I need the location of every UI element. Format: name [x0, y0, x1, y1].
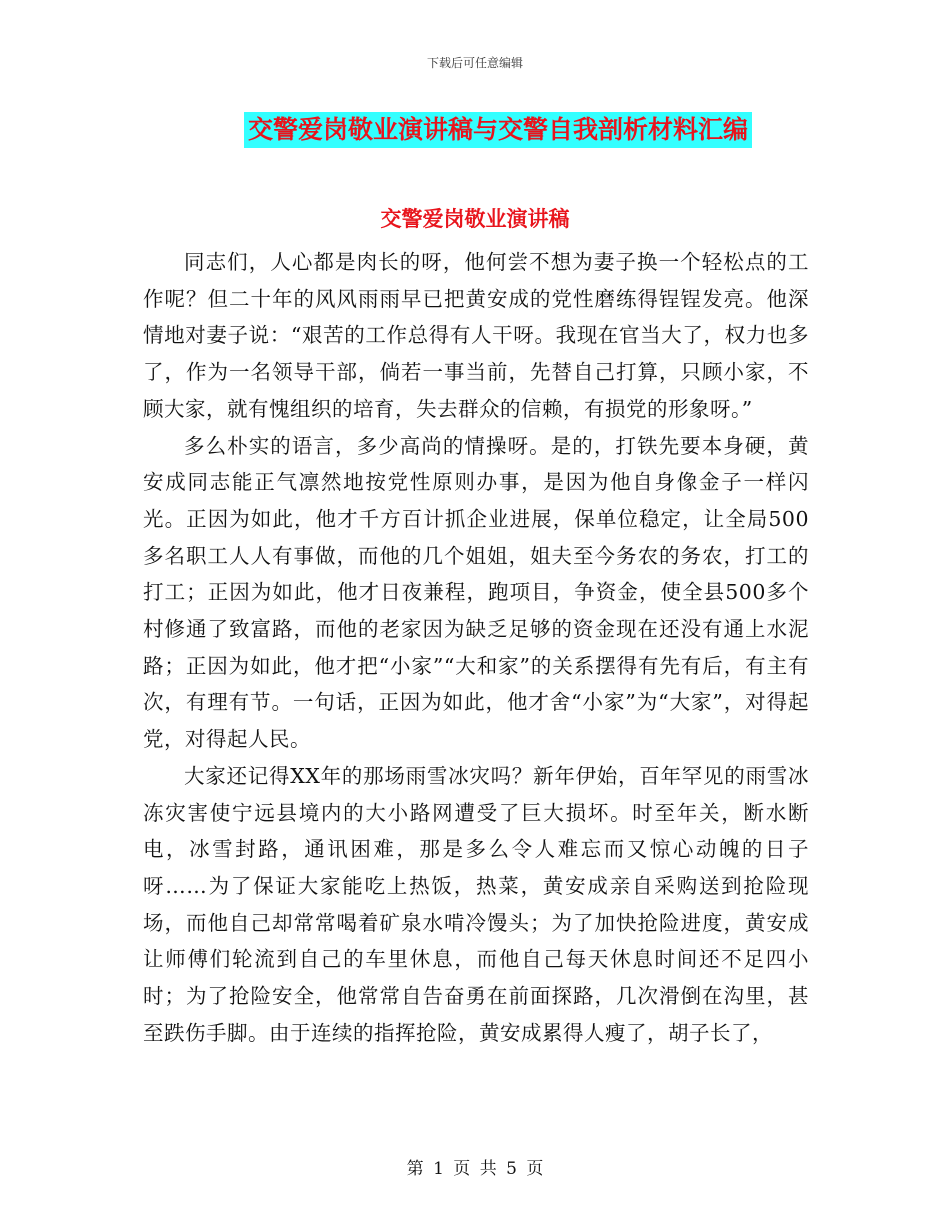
document-title-wrap	[0, 112, 950, 148]
paragraph: 多么朴实的语言，多少高尚的情操呀。是的，打铁先要本身硬，黄安成同志能正气凛然地按党性原则办事，是因为他自身像金子一样闪光。正因为如此，他才千方百计抓企业进展，保单位稳定，让全局500多名职工人人有事做，而他的几个姐姐，姐夫至今务农的务农，打工的打工；正因为如此，他才日夜兼程，跑项目，争资金，使全县500多个村修通了致富路，而他的老家因为缺乏足够的资金现在还没有通上水泥路；正因为如此，他才把“小家”“大和家”的关系摆得有先有后，有主有次，有理有节。一句话，正因为如此，他才舍“小家”为“大家”，对得起党，对得起人民。	[143, 433, 809, 752]
paragraph: 大家还记得XX年的那场雨雪冰灾吗？新年伊始，百年罕见的雨雪冰冻灾害使宁远县境内的大小路网遭受了巨大损坏。时至年关，断水断电，冰雪封路，通讯困难，那是多么令人难忘而又惊心动魄的日子呀……为了保证大家能吃上热饭，热菜，黄安成亲自采购送到抢险现场，而他自己却常常喝着矿泉水啃冷馒头；为了加快抢险进度，黄安成让师傅们轮流到自己的车里休息，而他自己每天休息时间还不足四小时；为了抢险安全，他常常自告奋勇在前面探路，几次滑倒在沟里，甚至跌伤手脚。由于连续的指挥抢险，黄安成累得人瘦了，胡子长了，	[143, 763, 809, 1045]
document-title: 交警爱岗敬业演讲稿与交警自我剖析材料汇编	[244, 112, 752, 148]
paragraph: 同志们，人心都是肉长的呀，他何尝不想为妻子换一个轻松点的工作呢？但二十年的风风雨雨早已把黄安成的党性磨练得锃锃发亮。他深情地对妻子说：“艰苦的工作总得有人干呀。我现在官当大了，权力也多了，作为一名领导干部，倘若一事当前，先替自己打算，只顾小家，不顾大家，就有愧组织的培育，失去群众的信赖，有损党的形象呀。”	[143, 250, 809, 421]
page-footer: 第 1 页 共 5 页	[406, 1159, 544, 1179]
header-note: 下载后可任意编辑	[426, 56, 523, 70]
body-text	[143, 244, 809, 1051]
section-title: 交警爱岗敬业演讲稿	[380, 207, 570, 231]
